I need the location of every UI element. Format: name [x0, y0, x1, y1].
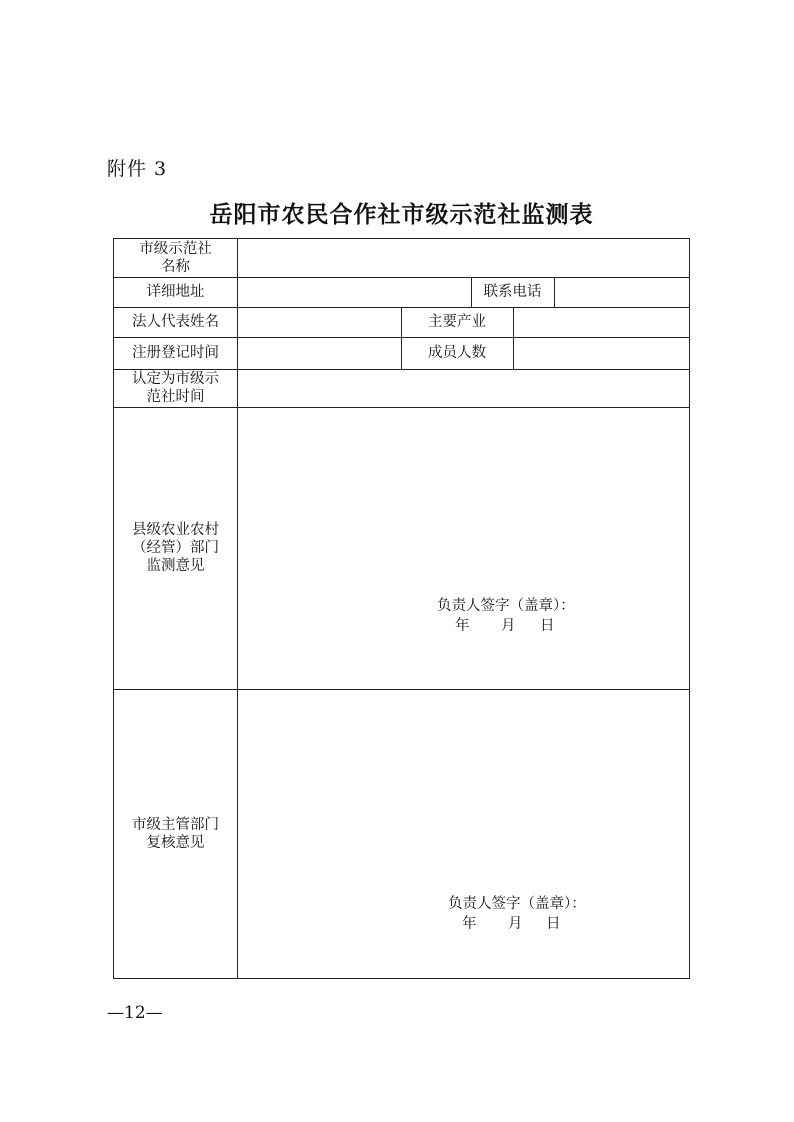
city-review-field[interactable]: [238, 689, 689, 978]
main-industry-field[interactable]: [514, 307, 689, 337]
page-number: —12—: [107, 1003, 163, 1023]
recognized-time-label: 认定为市级示 范社时间: [132, 371, 219, 405]
members-label: 成员人数: [428, 345, 486, 361]
coop-name-field[interactable]: [238, 239, 689, 277]
county-opinion-label: 县级农业农村 （经管）部门 监测意见: [132, 522, 219, 574]
city-review-label: 市级主管部门 复核意见: [132, 816, 219, 851]
attachment-label: 附件 3: [107, 158, 168, 180]
county-opinion-field[interactable]: [238, 407, 689, 689]
city-signature-label: 负责人签字（盖章）：: [448, 896, 586, 912]
county-date-row: [437, 616, 575, 636]
legal-rep-field[interactable]: [238, 307, 401, 337]
reg-time-field[interactable]: [238, 337, 401, 369]
monitoring-form-table: [113, 238, 690, 979]
county-signature-block: [437, 596, 575, 636]
recognized-time-field[interactable]: [238, 369, 689, 407]
address-label: 详细地址: [146, 284, 205, 300]
county-day-label: 日: [540, 618, 555, 634]
county-signature-label: 负责人签字（盖章）：: [437, 598, 575, 614]
address-field[interactable]: [238, 277, 471, 307]
main-industry-label: 主要产业: [428, 314, 486, 330]
page-title: 岳阳市农民合作社市级示范社监测表: [209, 201, 594, 228]
phone-label: 联系电话: [483, 284, 542, 300]
county-year-label: 年: [455, 618, 470, 634]
reg-time-label: 注册登记时间: [132, 345, 219, 361]
coop-name-label: 市级示范社 名称: [139, 241, 212, 275]
city-date-row: [448, 914, 586, 934]
county-month-label: 月: [501, 618, 516, 634]
city-year-label: 年: [462, 916, 477, 932]
city-day-label: 日: [546, 916, 561, 932]
phone-field[interactable]: [555, 277, 689, 307]
legal-rep-label: 法人代表姓名: [132, 314, 219, 330]
members-field[interactable]: [514, 337, 689, 369]
city-month-label: 月: [508, 916, 523, 932]
city-signature-block: [448, 894, 586, 934]
